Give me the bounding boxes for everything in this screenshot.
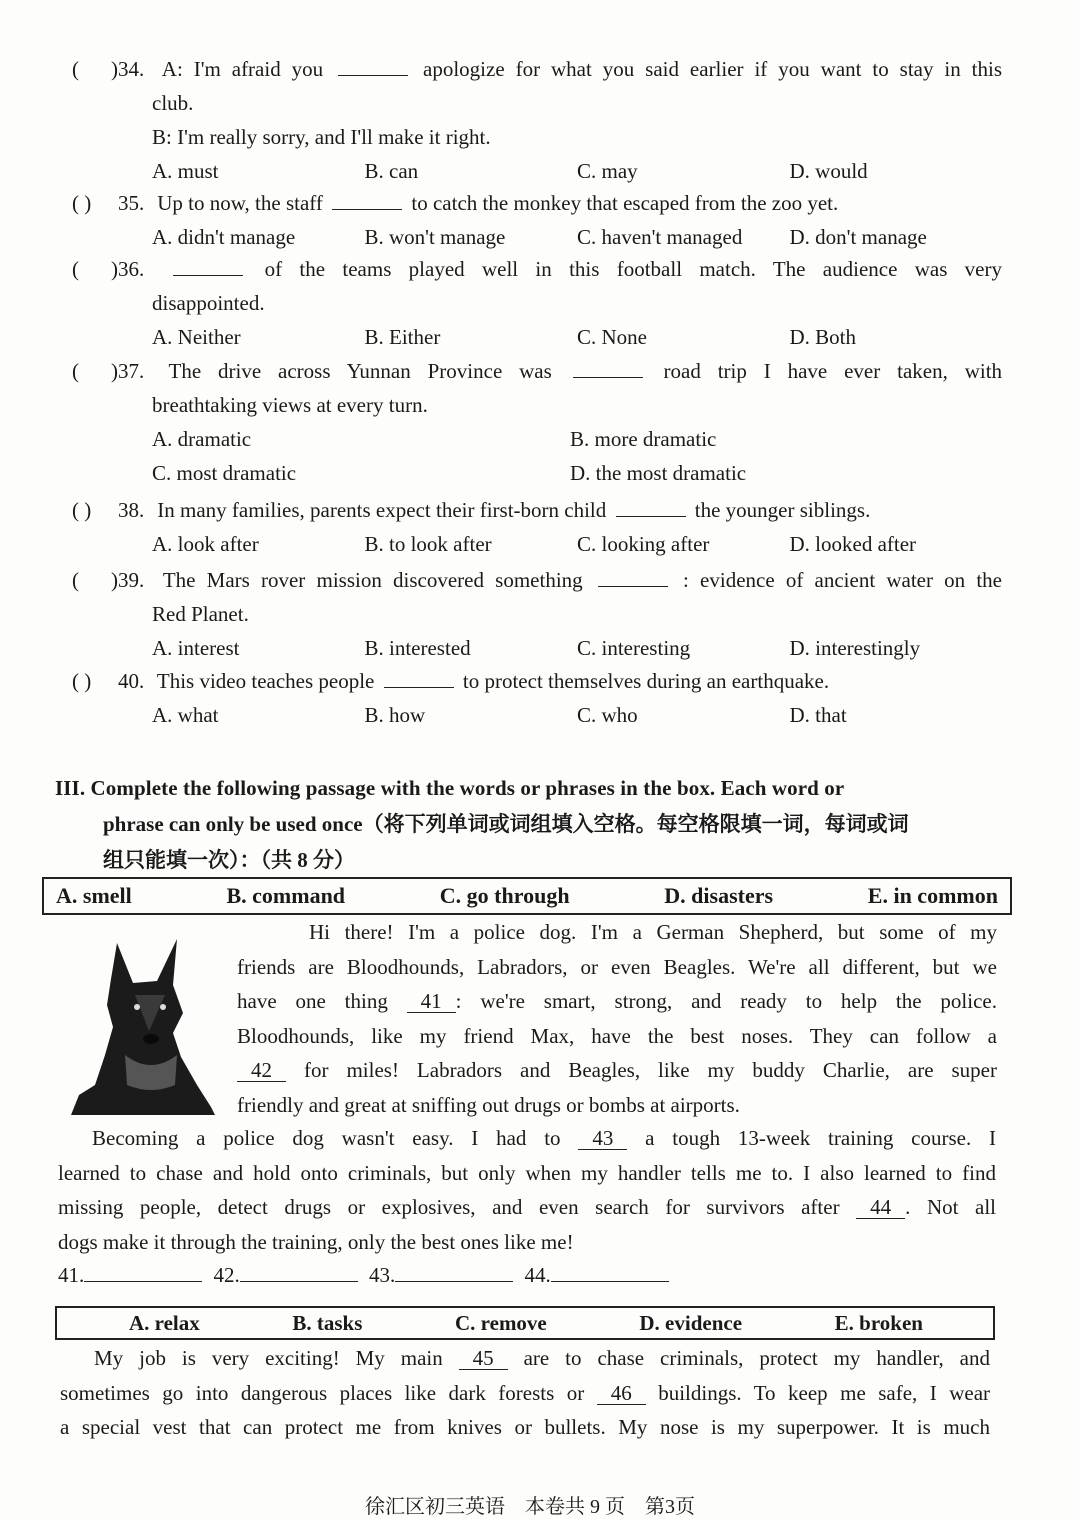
option[interactable]: B. to look after (364, 532, 492, 556)
option[interactable]: D. the most dramatic (570, 461, 747, 485)
answer-bracket[interactable]: ( ) (72, 669, 92, 693)
answer-field-41[interactable] (84, 1261, 202, 1282)
options-row (72, 698, 1002, 732)
answer-field-44[interactable] (551, 1261, 669, 1282)
question-37 (72, 354, 1002, 490)
word-box-item: A. relax (129, 1310, 200, 1335)
stem-text: : evidence of ancient water on the (683, 568, 1003, 592)
option[interactable]: A. didn't manage (152, 225, 296, 249)
question-stem (72, 563, 1002, 597)
question-number: 39. (118, 568, 145, 592)
option[interactable]: D. that (789, 703, 847, 727)
answer-label-43: 43. (369, 1263, 396, 1287)
blank-42[interactable]: 42 (237, 1059, 286, 1082)
question-36 (72, 252, 1002, 354)
stem-continuation: disappointed. (152, 291, 265, 315)
passage-line: friends are Bloodhounds, Labradors, or even Beagles. We're all different, but we (237, 954, 997, 979)
answer-label-44: 44. (524, 1263, 551, 1287)
answer-blank (598, 568, 668, 587)
question-number: 35. (118, 191, 145, 215)
stem-text: to catch the monkey that escaped from the zoo yet. (411, 191, 839, 215)
stem-text: of the teams played well in this football match. The audience was very (264, 257, 1002, 281)
answer-blank (616, 498, 686, 517)
options-row (72, 527, 1002, 561)
word-box-item: B. tasks (292, 1310, 363, 1335)
option[interactable]: B. interested (364, 636, 471, 660)
word-box-item: A. smell (56, 883, 132, 908)
question-38 (72, 493, 1002, 561)
option[interactable]: A. Neither (152, 325, 241, 349)
question-number: 37. (118, 359, 145, 383)
option[interactable]: B. Either (364, 325, 441, 349)
answer-label-42: 42. (213, 1263, 240, 1287)
stem-text: In many families, parents expect their first-born child (157, 498, 607, 522)
word-box-item: D. evidence (639, 1310, 743, 1335)
stem-continuation: breathtaking views at every turn. (152, 393, 428, 417)
section-3-heading (55, 770, 1000, 878)
question-stem (72, 664, 1002, 698)
answer-bracket[interactable]: ( ) (72, 568, 118, 592)
answer-label-41: 41. (58, 1263, 85, 1287)
section-3-line2: phrase can only be used once（将下列单词或词组填入空格。每空格限填一词，每词或词 (103, 812, 909, 836)
stem-text: The Mars rover mission discovered something (162, 568, 583, 592)
passage-line: My job is very exciting! My main 45 are to chase criminals, protect my handler, and (94, 1346, 990, 1370)
section-3-line3: 组只能填一次）：（共 8 分） (103, 848, 355, 872)
word-box-item: E. broken (834, 1310, 923, 1335)
option[interactable]: C. interesting (577, 636, 691, 660)
option[interactable]: B. how (364, 703, 426, 727)
answer-bracket[interactable]: ( ) (72, 257, 118, 281)
stem-continuation: club. (152, 91, 194, 115)
passage-line: Hi there! I'm a police dog. I'm a German Shepherd, but some of my (309, 920, 997, 944)
passage-line: missing people, detect drugs or explosives, and even search for survivors after 44 . Not all (58, 1195, 996, 1219)
option[interactable]: D. looked after (789, 532, 917, 556)
option[interactable]: A. must (152, 159, 219, 183)
passage-line: 42 for miles! Labradors and Beagles, like my buddy Charlie, are super (237, 1053, 997, 1088)
word-box-item: C. remove (455, 1310, 547, 1335)
answer-lines (58, 1258, 675, 1292)
options-row (72, 154, 1002, 188)
question-stem (72, 52, 1002, 86)
answer-bracket[interactable]: ( ) (72, 359, 118, 383)
passage-line: a special vest that can protect me from knives or bullets. My nose is my superpower. It is much (60, 1415, 990, 1439)
word-box-item: B. command (226, 883, 346, 908)
question-stem (72, 186, 1002, 220)
option[interactable]: D. interestingly (789, 636, 921, 660)
options-row (72, 320, 1002, 354)
question-39 (72, 563, 1002, 665)
passage-line: Bloodhounds, like my friend Max, have the best noses. They can follow a (237, 1023, 997, 1048)
options-row (72, 456, 1002, 490)
question-stem (72, 354, 1002, 388)
stem-text: to protect themselves during an earthquake. (462, 669, 830, 693)
option[interactable]: A. what (152, 703, 219, 727)
blank-41[interactable]: 41 (407, 990, 456, 1013)
stem-text: the younger siblings. (694, 498, 871, 522)
option[interactable]: A. dramatic (152, 427, 252, 451)
blank-45[interactable]: 45 (459, 1347, 508, 1370)
word-box-2 (55, 1306, 995, 1340)
stem-continuation: B: I'm really sorry, and I'll make it right. (152, 125, 491, 149)
question-40 (72, 664, 1002, 732)
blank-44[interactable]: 44 (856, 1196, 905, 1219)
passage-line: sometimes go into dangerous places like dark forests or 46 buildings. To keep me safe, I wear (60, 1380, 991, 1405)
options-row (72, 631, 1002, 665)
passage-line: Becoming a police dog wasn't easy. I had to 43 a tough 13-week training course. I (92, 1126, 997, 1150)
question-number: 40. (118, 669, 145, 693)
stem-text: Up to now, the staff (157, 191, 323, 215)
option[interactable]: D. don't manage (789, 225, 927, 249)
stem-text: The drive across Yunnan Province was (168, 359, 552, 383)
answer-blank (384, 669, 454, 688)
passage-1-part-b (58, 1121, 996, 1259)
passage-line: dogs make it through the training, only the best ones like me! (58, 1229, 574, 1254)
answer-blank (173, 257, 243, 276)
question-number: 36. (118, 257, 145, 281)
answer-bracket[interactable]: ( ) (72, 498, 92, 522)
word-box-item: E. in common (867, 883, 998, 908)
word-box-item: D. disasters (664, 883, 774, 908)
option[interactable]: C. looking after (577, 532, 710, 556)
passage-1-part-a (237, 915, 997, 1122)
options-row (72, 220, 1002, 254)
option[interactable]: C. haven't managed (577, 225, 743, 249)
answer-field-42[interactable] (240, 1261, 358, 1282)
answer-bracket[interactable]: ( ) (72, 57, 118, 81)
option[interactable]: B. can (364, 159, 419, 183)
answer-field-43[interactable] (395, 1261, 513, 1282)
stem-text: apologize for what you said earlier if you want to stay in this (423, 57, 1003, 81)
question-stem (72, 493, 1002, 527)
police-dog-illustration (65, 935, 230, 1117)
options-row (72, 422, 1002, 456)
option[interactable]: C. may (577, 159, 638, 183)
stem-text: This video teaches people (156, 669, 375, 693)
option[interactable]: C. None (577, 325, 647, 349)
page-footer: 徐汇区初三英语 本卷共 9 页 第3页 (365, 1496, 695, 1518)
answer-blank (338, 57, 408, 76)
blank-46[interactable]: 46 (597, 1382, 646, 1405)
question-number: 38. (118, 498, 145, 522)
option[interactable]: C. most dramatic (152, 461, 297, 485)
word-box-item: C. go through (439, 883, 570, 908)
option[interactable]: D. would (789, 159, 868, 183)
answer-blank (332, 191, 402, 210)
option[interactable]: A. interest (152, 636, 240, 660)
passage-line: friendly and great at sniffing out drugs or bombs at airports. (237, 1092, 740, 1117)
question-34 (72, 52, 1002, 188)
question-35 (72, 186, 1002, 254)
stem-text: A: I'm afraid you (161, 57, 324, 81)
option[interactable]: D. Both (789, 325, 857, 349)
stem-text: road trip I have ever taken, with (663, 359, 1003, 383)
stem-continuation: Red Planet. (152, 602, 249, 626)
passage-line: have one thing 41 : we're smart, strong, and ready to help the police. (237, 989, 997, 1013)
passage-line: learned to chase and hold onto criminals, but only when my handler tells me to. I also learned to find (58, 1160, 996, 1185)
blank-43[interactable]: 43 (578, 1127, 627, 1150)
section-3-line1: III. Complete the following passage with the words or phrases in the box. Each word or (55, 776, 845, 800)
answer-blank (573, 359, 643, 378)
option[interactable]: A. look after (152, 532, 259, 556)
question-stem (72, 252, 1002, 286)
question-number: 34. (118, 57, 145, 81)
passage-2 (60, 1341, 990, 1445)
option[interactable]: C. who (577, 703, 638, 727)
option[interactable]: B. more dramatic (570, 427, 717, 451)
option[interactable]: B. won't manage (364, 225, 506, 249)
word-box-1 (42, 877, 1012, 915)
answer-bracket[interactable]: ( ) (72, 191, 92, 215)
